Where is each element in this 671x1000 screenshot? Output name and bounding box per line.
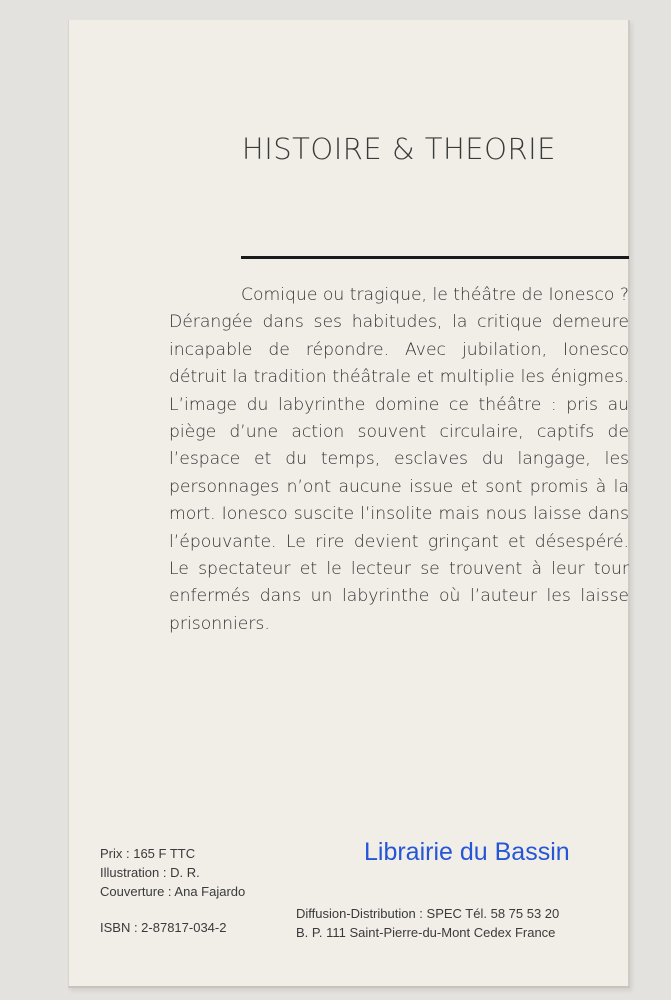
distribution-block [296, 904, 559, 942]
illustration-line: Illustration : D. R. [100, 865, 200, 880]
credits-block [100, 844, 245, 901]
title-rule [241, 256, 629, 259]
distribution-line-2: B. P. 111 Saint-Pierre-du-Mont Cedex France [296, 925, 556, 940]
cover-credit-line: Couverture : Ana Fajardo [100, 884, 246, 899]
blurb-text: Comique ou tragique, le théâtre de Ionesco ? Dérangée dans ses habitudes, la critique demeure incapable de répondre. Avec jubilation, Ionesco détruit la tradition théâtrale et multiplie les énigmes. L’image du labyrinthe domine ce théâtre : pris au piège d’une action souvent circulaire, captifs de l’espace et du temps, esclaves du langage, les personnages n’ont aucune issue et sont promis à la mort. Ionesco suscite l’insolite mais nous laisse dans l’épouvante. Le rire devient grinçant et désespéré. Le spectateur et le lecteur se trouvent à leur tour enfermés dans un labyrinthe où l’auteur les laisse prisonniers. [169, 285, 630, 634]
distribution-line-1: Diffusion-Distribution : SPEC Tél. 58 75 53 20 [296, 906, 560, 921]
series-title: HISTOIRE & THEORIE [241, 132, 556, 166]
isbn-line: ISBN : 2-87817-034-2 [100, 920, 227, 935]
price-line: Prix : 165 F TTC [100, 846, 196, 861]
bookseller-watermark: Librairie du Bassin [364, 838, 570, 866]
